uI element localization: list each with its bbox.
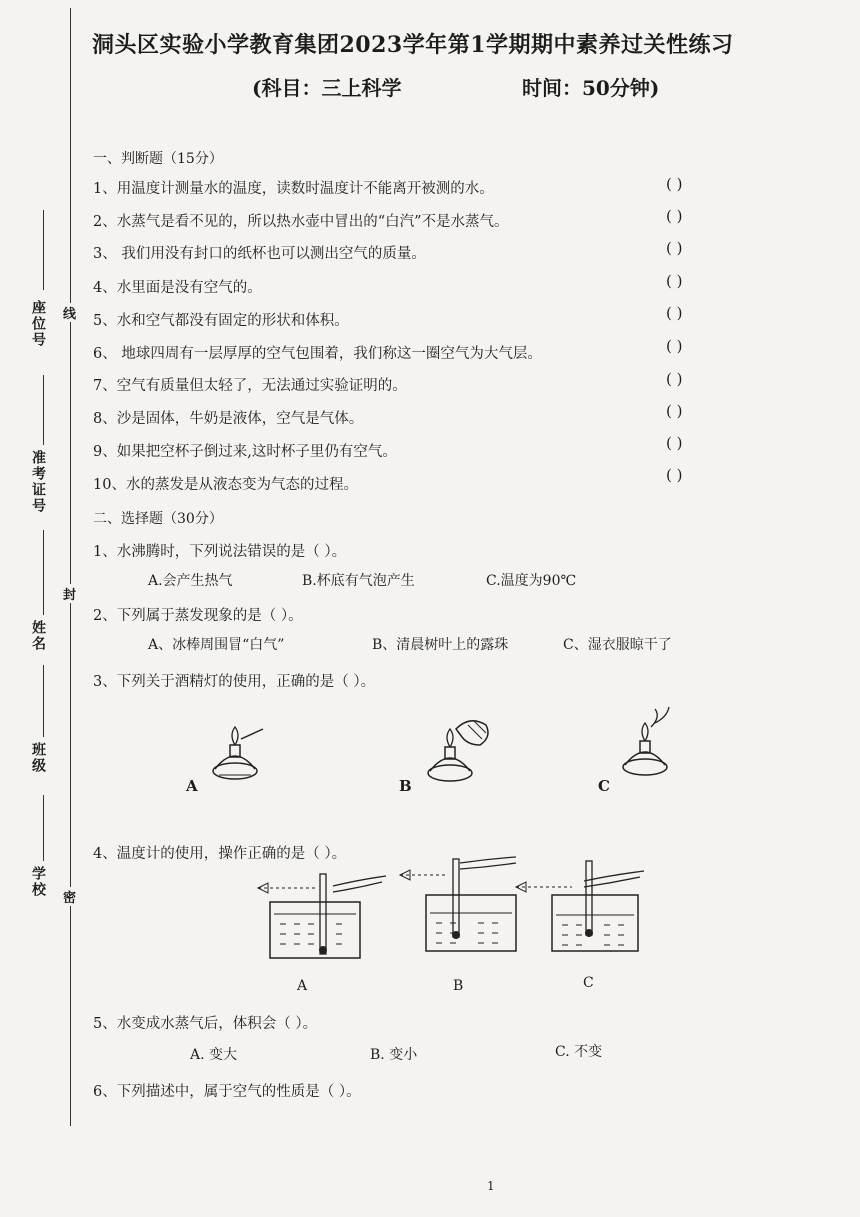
name-label: 姓名 bbox=[30, 620, 46, 652]
mc2-option-c[interactable]: C、湿衣服晾干了 bbox=[563, 637, 672, 653]
class-label: 班级 bbox=[30, 742, 46, 774]
mc1-option-a[interactable]: A.会产生热气 bbox=[148, 573, 233, 589]
tf-question-2: 2、水蒸气是看不见的，所以热水壶中冒出的“白汽”不是水蒸气。 bbox=[93, 214, 509, 230]
school-blank bbox=[43, 795, 44, 861]
mc2-option-a[interactable]: A、冰棒周围冒“白气” bbox=[148, 637, 285, 653]
mc5-option-c[interactable]: C. 不变 bbox=[555, 1044, 603, 1060]
tf-answer-8[interactable]: ( ) bbox=[666, 402, 683, 420]
mc-question-1: 1、水沸腾时，下列说法错误的是（ ）。 bbox=[93, 544, 347, 560]
name-blank bbox=[43, 530, 44, 615]
exam-time: 时间：50分钟) bbox=[522, 76, 660, 100]
mc3-label-a: A bbox=[186, 777, 198, 795]
school-label: 学校 bbox=[30, 866, 46, 898]
exam-title: 洞头区实验小学教育集团2023学年第1学期期中素养过关性练习 bbox=[92, 32, 734, 58]
mc-question-4: 4、温度计的使用，操作正确的是（ ）。 bbox=[93, 846, 347, 862]
exam-subject: (科目：三上科学 bbox=[252, 76, 402, 100]
tf-question-5: 5、水和空气都没有固定的形状和体积。 bbox=[93, 313, 349, 329]
tf-answer-5[interactable]: ( ) bbox=[666, 304, 683, 322]
alcohol-lamp-c-illustration[interactable] bbox=[615, 705, 695, 785]
mc3-label-c: C bbox=[598, 777, 610, 795]
tf-question-10: 10、水的蒸发是从液态变为气态的过程。 bbox=[93, 477, 358, 493]
thermometer-c-illustration[interactable] bbox=[512, 855, 662, 955]
tf-answer-3[interactable]: ( ) bbox=[666, 239, 683, 257]
section2-heading: 二、选择题（30分） bbox=[93, 511, 223, 527]
mc2-option-b[interactable]: B、清晨树叶上的露珠 bbox=[372, 637, 509, 653]
mc1-option-b[interactable]: B.杯底有气泡产生 bbox=[302, 573, 415, 589]
tf-question-3: 3、 我们用没有封口的纸杯也可以测出空气的质量。 bbox=[93, 246, 426, 262]
tf-answer-6[interactable]: ( ) bbox=[666, 337, 683, 355]
alcohol-lamp-b-illustration[interactable] bbox=[420, 715, 500, 790]
class-blank bbox=[43, 665, 44, 737]
mc5-option-b[interactable]: B. 变小 bbox=[370, 1047, 418, 1063]
tf-answer-10[interactable]: ( ) bbox=[666, 466, 683, 484]
mc4-label-b: B bbox=[453, 978, 464, 994]
mc-question-3: 3、下列关于酒精灯的使用，正确的是（ ）。 bbox=[93, 674, 376, 690]
tf-answer-9[interactable]: ( ) bbox=[666, 434, 683, 452]
tf-answer-7[interactable]: ( ) bbox=[666, 370, 683, 388]
seal-xian-char: 线 bbox=[63, 303, 76, 322]
seat-number-label: 座位号 bbox=[30, 300, 46, 348]
mc4-label-c: C bbox=[583, 975, 594, 991]
section1-heading: 一、判断题（15分） bbox=[93, 151, 223, 167]
thermometer-a-illustration[interactable] bbox=[258, 862, 408, 962]
tf-question-8: 8、沙是固体，牛奶是液体，空气是气体。 bbox=[93, 411, 364, 427]
tf-question-6: 6、 地球四周有一层厚厚的空气包围着，我们称这一圈空气为大气层。 bbox=[93, 346, 542, 362]
mc-question-6: 6、下列描述中，属于空气的性质是（ ）。 bbox=[93, 1084, 361, 1100]
seal-mi-char: 密 bbox=[63, 887, 76, 906]
exam-number-label: 准考证号 bbox=[30, 450, 46, 514]
mc-question-5: 5、水变成水蒸气后，体积会（ ）。 bbox=[93, 1016, 318, 1032]
tf-question-9: 9、如果把空杯子倒过来,这时杯子里仍有空气。 bbox=[93, 444, 397, 460]
mc1-option-c[interactable]: C.温度为90℃ bbox=[486, 573, 577, 589]
mc4-label-a: A bbox=[297, 978, 308, 994]
tf-answer-1[interactable]: ( ) bbox=[666, 175, 683, 193]
binding-line bbox=[70, 8, 71, 1126]
page-number: 1 bbox=[487, 1179, 495, 1193]
tf-answer-4[interactable]: ( ) bbox=[666, 272, 683, 290]
tf-question-7: 7、空气有质量但太轻了，无法通过实验证明的。 bbox=[93, 378, 407, 394]
exam-number-blank bbox=[43, 375, 44, 445]
mc5-option-a[interactable]: A. 变大 bbox=[190, 1047, 238, 1063]
seat-number-blank bbox=[43, 210, 44, 290]
alcohol-lamp-a-illustration[interactable] bbox=[205, 725, 275, 785]
tf-question-4: 4、水里面是没有空气的。 bbox=[93, 280, 262, 296]
tf-question-1: 1、用温度计测量水的温度，读数时温度计不能离开被测的水。 bbox=[93, 181, 494, 197]
mc-question-2: 2、下列属于蒸发现象的是（ ）。 bbox=[93, 608, 303, 624]
seal-feng-char: 封 bbox=[63, 584, 76, 603]
mc3-label-b: B bbox=[399, 777, 412, 795]
tf-answer-2[interactable]: ( ) bbox=[666, 207, 683, 225]
